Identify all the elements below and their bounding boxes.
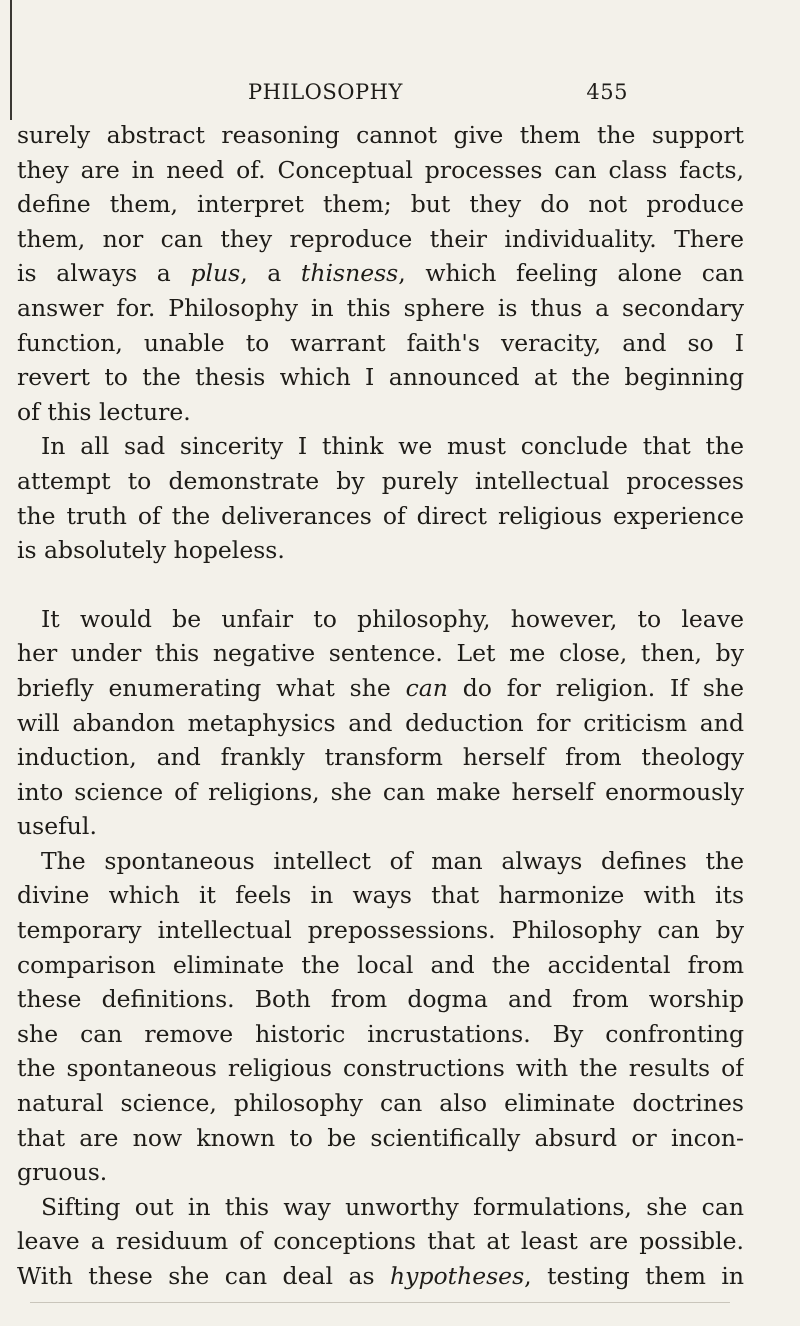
text-run: briefly enumerating what she [17,673,406,702]
text-line: she can remove historic incrustations. By confronting [17,1019,744,1048]
text-line: these definitions. Both from dogma and from worship [17,985,744,1014]
text-line: define them, interpret them; but they do not produce [17,190,744,219]
text-line: The spontaneous intellect of man always defines the [41,846,744,875]
body-text [17,118,744,1294]
text-line: In all sad sincerity I think we must conclude that the [41,432,744,461]
text-line: temporary intellectual prepossessions. Philosophy can by [17,916,744,945]
text-run: , testing them in [524,1262,744,1290]
paragraph [17,844,744,1190]
text-run: , which feeling alone can [398,259,744,288]
text-line: the spontaneous religious constructions with the results of [17,1054,744,1083]
text-line [17,671,744,706]
italic-term: thisness [300,259,399,288]
page-edge-rule [10,0,12,120]
paragraph [17,1190,744,1294]
running-header [248,80,628,104]
text-line: is absolutely hopeless. [17,536,285,565]
paragraph [17,118,744,429]
paragraph [17,429,744,567]
text-run: is always a [17,259,191,288]
text-run: do for religion. If she [447,673,744,702]
text-line: Sifting out in this way unworthy formulations, she can [41,1192,744,1221]
text-line: the truth of the deliverances of direct religious experience [17,501,744,530]
text-line: revert to the thesis which I announced at the beginning [17,363,744,392]
text-line: leave a residuum of conceptions that at least are possible. [17,1227,744,1256]
page-bottom-edge [30,1302,730,1303]
text-line: will abandon metaphysics and deduction for criticism and [17,708,744,737]
text-line: them, nor can they reproduce their individuality. There [17,224,744,253]
text-line: divine which it feels in ways that harmonize with its [17,881,744,910]
text-line: gruous. [17,1158,108,1187]
text-line: useful. [17,812,97,841]
text-line: function, unable to warrant faith's veracity, and so I [17,328,744,357]
text-line: It would be unfair to philosophy, however, to leave [41,604,744,633]
running-title: PHILOSOPHY [248,80,403,104]
section-gap [17,568,744,602]
text-line: her under this negative sentence. Let me close, then, by [17,639,744,668]
page-number: 455 [586,80,628,104]
italic-term: can [405,673,448,702]
text-line: answer for. Philosophy in this sphere is thus a secondary [17,293,744,322]
text-line: attempt to demonstrate by purely intellectual processes [17,466,744,495]
text-line: they are in need of. Conceptual processes can class facts, [17,155,744,184]
text-run: , a [240,259,301,288]
text-line: induction, and frankly transform herself from theology [17,743,744,772]
text-line [17,256,744,291]
text-line [17,1259,744,1294]
italic-term: hypotheses [390,1262,525,1290]
text-line: into science of religions, she can make herself enormously [17,777,744,806]
text-line: that are now known to be scientifically absurd or incon- [17,1123,744,1152]
text-line: comparison eliminate the local and the accidental from [17,950,744,979]
text-line: natural science, philosophy can also eliminate doctrines [17,1089,744,1118]
text-line: of this lecture. [17,397,191,426]
italic-term: plus [190,259,241,288]
paragraph [17,602,744,844]
text-run: With these she can deal as [17,1262,391,1290]
text-line: surely abstract reasoning cannot give them the support [17,121,744,149]
